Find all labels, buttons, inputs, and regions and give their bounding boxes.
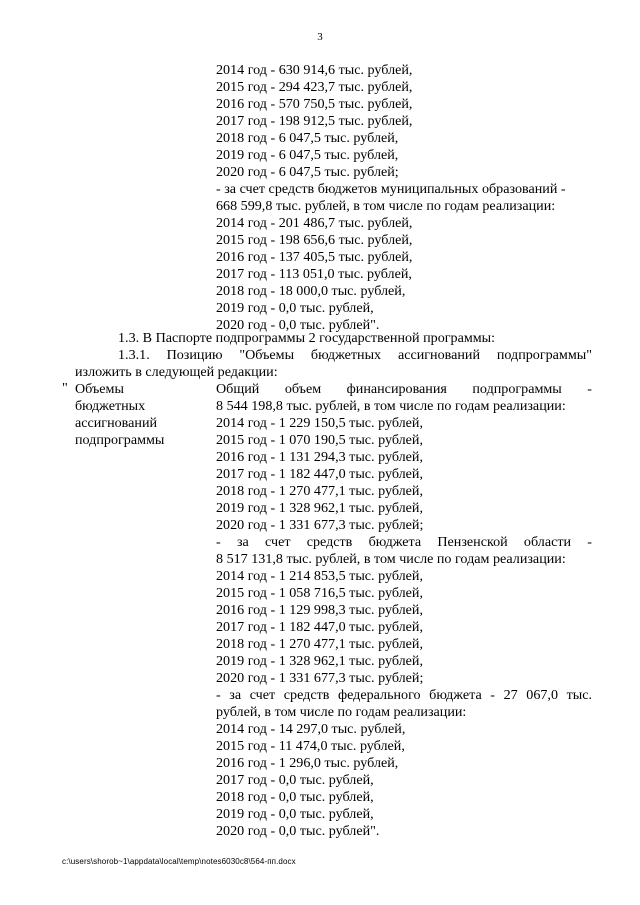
list-item: 2019 год - 1 328 962,1 тыс. рублей, bbox=[216, 500, 423, 516]
list-item: 2018 год - 18 000,0 тыс. рублей, bbox=[216, 283, 406, 299]
total-heading-line1: Общий объем финансирования подпрограммы - bbox=[216, 381, 592, 397]
list-item: 2017 год - 198 912,5 тыс. рублей, bbox=[216, 113, 413, 129]
label-line: Объемы bbox=[75, 381, 124, 397]
list-item: 2020 год - 1 331 677,3 тыс. рублей; bbox=[216, 517, 424, 533]
label-line: ассигнований bbox=[75, 415, 158, 431]
list-item: 2018 год - 1 270 477,1 тыс. рублей, bbox=[216, 636, 423, 652]
list-item: 2019 год - 6 047,5 тыс. рублей, bbox=[216, 147, 399, 163]
list-item: 2017 год - 0,0 тыс. рублей, bbox=[216, 772, 374, 788]
list-item: 2014 год - 14 297,0 тыс. рублей, bbox=[216, 721, 406, 737]
list-item: 2018 год - 1 270 477,1 тыс. рублей, bbox=[216, 483, 423, 499]
list-item: 2015 год - 11 474,0 тыс. рублей, bbox=[216, 738, 405, 754]
list-item: 2019 год - 0,0 тыс. рублей, bbox=[216, 300, 374, 316]
list-item: 2016 год - 1 129 998,3 тыс. рублей, bbox=[216, 602, 423, 618]
list-item: 2016 год - 137 405,5 тыс. рублей, bbox=[216, 249, 413, 265]
list-item: 2015 год - 1 070 190,5 тыс. рублей, bbox=[216, 432, 423, 448]
section-1-3-1-line2: изложить в следующей редакции: bbox=[75, 364, 278, 380]
regional-heading-line1: - за счет средств бюджета Пензенской области - bbox=[216, 534, 592, 550]
top-year-list bbox=[216, 62, 412, 181]
label-line: бюджетных bbox=[75, 398, 146, 414]
page-number: 3 bbox=[317, 31, 323, 43]
list-item: 2020 год - 0,0 тыс. рублей". bbox=[216, 823, 380, 839]
list-item: 2014 год - 1 214 853,5 тыс. рублей, bbox=[216, 568, 423, 584]
regional-heading-line2: 8 517 131,8 тыс. рублей, в том числе по годам реализации: bbox=[216, 551, 566, 567]
list-item: 2016 год - 1 131 294,3 тыс. рублей, bbox=[216, 449, 423, 465]
list-item: 2018 год - 6 047,5 тыс. рублей, bbox=[216, 130, 399, 146]
total-year-list bbox=[216, 415, 423, 534]
section-1-3-1-line1: 1.3.1. Позицию "Объемы бюджетных ассигнований подпрограммы" bbox=[118, 347, 592, 363]
list-item: 2018 год - 0,0 тыс. рублей, bbox=[216, 789, 374, 805]
list-item: 2015 год - 1 058 716,5 тыс. рублей, bbox=[216, 585, 423, 601]
list-item: 2017 год - 1 182 447,0 тыс. рублей, bbox=[216, 466, 423, 482]
list-item: 2015 год - 294 423,7 тыс. рублей, bbox=[216, 79, 413, 95]
list-item: 2019 год - 0,0 тыс. рублей, bbox=[216, 806, 374, 822]
list-item: 2014 год - 1 229 150,5 тыс. рублей, bbox=[216, 415, 423, 431]
municipal-heading-line1: - за счет средств бюджетов муниципальных образований - bbox=[216, 181, 566, 197]
label-line: подпрограммы bbox=[75, 432, 165, 448]
list-item: 2019 год - 1 328 962,1 тыс. рублей, bbox=[216, 653, 423, 669]
federal-heading-line1: - за счет средств федерального бюджета - 27 067,0 тыс. bbox=[216, 687, 592, 703]
federal-heading-line2: рублей, в том числе по годам реализации: bbox=[216, 704, 467, 720]
regional-year-list bbox=[216, 568, 423, 687]
list-item: 2017 год - 113 051,0 тыс. рублей, bbox=[216, 266, 412, 282]
list-item: 2020 год - 6 047,5 тыс. рублей; bbox=[216, 164, 399, 180]
footer-file-path: c:\users\shorob~1\appdata\local\temp\notes6030c8\564-пп.docx bbox=[62, 857, 296, 866]
list-item: 2020 год - 1 331 677,3 тыс. рублей; bbox=[216, 670, 424, 686]
municipal-year-list bbox=[216, 215, 412, 334]
list-item: 2017 год - 1 182 447,0 тыс. рублей, bbox=[216, 619, 423, 635]
passport-position-label bbox=[75, 381, 164, 449]
list-item: 2014 год - 201 486,7 тыс. рублей, bbox=[216, 215, 413, 231]
opening-quote: " bbox=[62, 380, 68, 396]
federal-year-list bbox=[216, 721, 405, 840]
section-1-3: 1.3. В Паспорте подпрограммы 2 государственной программы: bbox=[118, 330, 496, 346]
list-item: 2016 год - 1 296,0 тыс. рублей, bbox=[216, 755, 399, 771]
list-item: 2020 год - 0,0 тыс. рублей". bbox=[216, 317, 380, 333]
total-heading-line2: 8 544 198,8 тыс. рублей, в том числе по годам реализации: bbox=[216, 398, 566, 414]
list-item: 2016 год - 570 750,5 тыс. рублей, bbox=[216, 96, 413, 112]
list-item: 2014 год - 630 914,6 тыс. рублей, bbox=[216, 62, 413, 78]
municipal-heading-line2: 668 599,8 тыс. рублей, в том числе по годам реализации: bbox=[216, 198, 556, 214]
list-item: 2015 год - 198 656,6 тыс. рублей, bbox=[216, 232, 413, 248]
